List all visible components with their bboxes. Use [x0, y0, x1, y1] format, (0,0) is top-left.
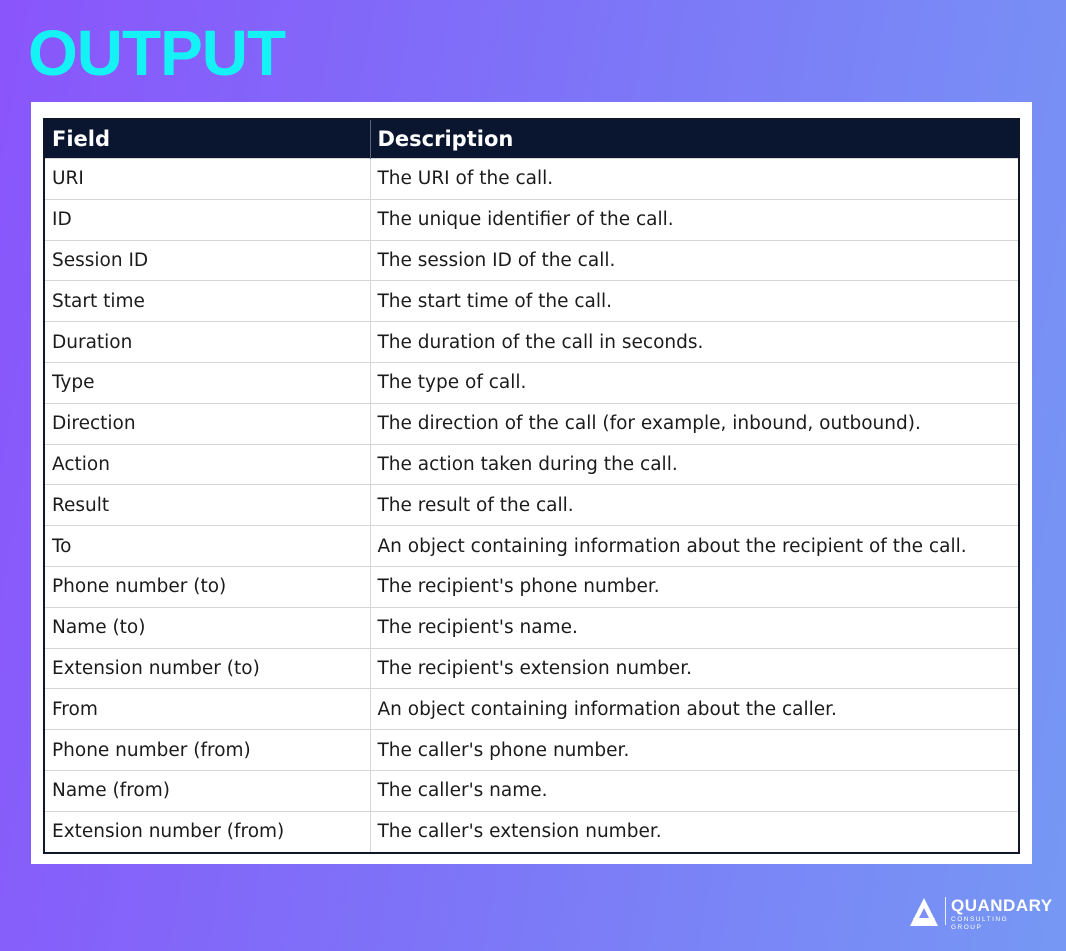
- field-cell: Action: [44, 444, 370, 485]
- description-cell: The duration of the call in seconds.: [370, 322, 1019, 363]
- field-cell: Result: [44, 485, 370, 526]
- table-row: [44, 566, 1019, 607]
- table-row: [44, 444, 1019, 485]
- quandary-logo-icon: [909, 897, 939, 927]
- description-cell: The direction of the call (for example, inbound, outbound).: [370, 403, 1019, 444]
- description-cell: An object containing information about the recipient of the call.: [370, 526, 1019, 567]
- table-row: [44, 281, 1019, 322]
- description-cell: The recipient's extension number.: [370, 648, 1019, 689]
- company-logo: [909, 893, 1053, 933]
- description-cell: The session ID of the call.: [370, 240, 1019, 281]
- table-row: [44, 770, 1019, 811]
- description-cell: An object containing information about the caller.: [370, 689, 1019, 730]
- field-cell: ID: [44, 199, 370, 240]
- table-row: [44, 730, 1019, 771]
- description-cell: The caller's name.: [370, 770, 1019, 811]
- table-row: [44, 362, 1019, 403]
- column-header-field: Field: [44, 119, 370, 159]
- description-cell: The recipient's name.: [370, 607, 1019, 648]
- table-row: [44, 159, 1019, 200]
- description-cell: The unique identifier of the call.: [370, 199, 1019, 240]
- field-cell: URI: [44, 159, 370, 200]
- field-cell: Phone number (to): [44, 566, 370, 607]
- table-row: [44, 648, 1019, 689]
- fields-table: [43, 118, 1020, 854]
- description-cell: The URI of the call.: [370, 159, 1019, 200]
- table-panel: [31, 102, 1032, 864]
- logo-divider: [945, 897, 946, 925]
- description-cell: The action taken during the call.: [370, 444, 1019, 485]
- description-cell: The caller's phone number.: [370, 730, 1019, 771]
- table-row: [44, 322, 1019, 363]
- table-row: [44, 240, 1019, 281]
- field-cell: Type: [44, 362, 370, 403]
- field-cell: Phone number (from): [44, 730, 370, 771]
- table-row: [44, 199, 1019, 240]
- field-cell: From: [44, 689, 370, 730]
- table-header-row: [44, 119, 1019, 159]
- field-cell: Name (to): [44, 607, 370, 648]
- description-cell: The start time of the call.: [370, 281, 1019, 322]
- description-cell: The result of the call.: [370, 485, 1019, 526]
- table-row: [44, 526, 1019, 567]
- table-row: [44, 485, 1019, 526]
- table-row: [44, 811, 1019, 852]
- description-cell: The recipient's phone number.: [370, 566, 1019, 607]
- page-title: OUTPUT: [28, 17, 286, 89]
- field-cell: Duration: [44, 322, 370, 363]
- table-row: [44, 689, 1019, 730]
- logo-name: QUANDARY: [951, 896, 1053, 915]
- table-row: [44, 607, 1019, 648]
- field-cell: Start time: [44, 281, 370, 322]
- field-cell: Extension number (from): [44, 811, 370, 852]
- column-header-description: Description: [370, 119, 1019, 159]
- field-cell: Name (from): [44, 770, 370, 811]
- field-cell: Extension number (to): [44, 648, 370, 689]
- description-cell: The type of call.: [370, 362, 1019, 403]
- field-cell: To: [44, 526, 370, 567]
- description-cell: The caller's extension number.: [370, 811, 1019, 852]
- table-row: [44, 403, 1019, 444]
- field-cell: Direction: [44, 403, 370, 444]
- field-cell: Session ID: [44, 240, 370, 281]
- logo-subtitle: CONSULTING GROUP: [951, 916, 1009, 931]
